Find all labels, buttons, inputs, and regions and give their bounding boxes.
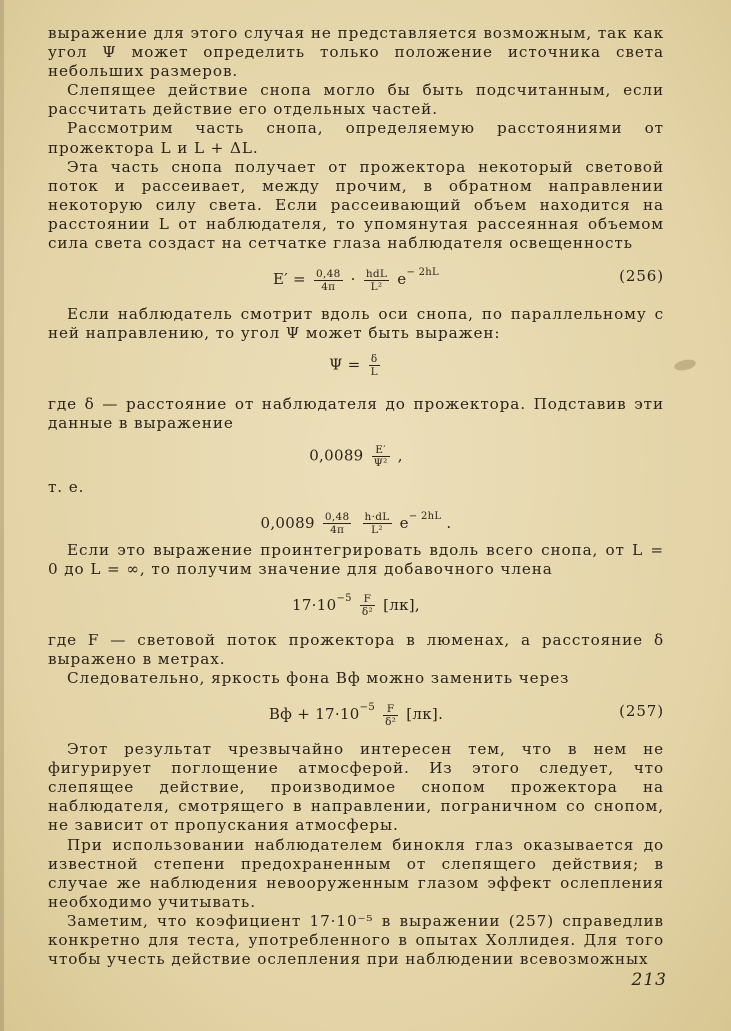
expr2-coef: 0,0089 [260,513,315,532]
term-frac-den: δ² [361,606,374,619]
eq257-frac-num: F [383,703,398,716]
eq256-lhs: E′ = [273,270,306,289]
equation-256 [48,257,664,301]
eq257-frac [383,703,398,728]
paragraph-3: Рассмотрим часть снопа, определяемую расстояниями от прожектора L и L + ΔL. [48,119,664,157]
eq257-pre: Bф + 17·10 [268,705,360,724]
paragraph-8: Если это выражение проинтегрировать вдоль всего снопа, от L = 0 до L = ∞, то получим значение для добавочного члена [48,540,664,578]
additional-term [48,583,664,627]
eq256-frac1-den: 4π [321,280,336,293]
expr1-coef: 0,0089 [309,446,364,464]
expr1-frac-num: E′ [372,444,390,457]
psi-frac-den: L [370,366,378,379]
expr1-tail: , [397,446,403,464]
equation-psi-body [48,353,664,378]
term-frac [360,593,375,618]
paragraph-13: Заметим, что коэфициент 17·10⁻⁵ в выражении (257) справедлив конкретно для теста, употребленного в опытах Холлидея. Для того чтобы учесть действие ослепления при наблюдении всевозможных [48,911,664,969]
expr2-exponent: − 2hL [408,510,442,522]
psi-lhs: Ψ = [329,355,361,374]
expr2-exp-base: e [399,513,409,532]
page-text [48,24,664,969]
equation-257 [48,692,664,736]
paragraph-7: т. е. [48,477,85,496]
eq256-dot: · [350,270,356,289]
expression-2 [48,501,664,537]
paragraph-11: Этот результат чрезвычайно интересен тем, что в нем не фигурирует поглощение атмосферой. Из этого следует, что слепящее действие, производимое снопом прожектора на наблюдателя, смотрящего в направлении, пограничном со снопом, не зависит от пропускания атмосферы. [48,740,664,835]
expr2-frac1-den: 4π [330,524,345,537]
eq256-frac2-num: hdL [365,267,388,280]
expr2-frac2-den: L² [371,524,383,537]
additional-term-body [48,589,664,619]
paragraph-9: где F — световой поток прожектора в люменах, а расстояние δ выражено в метрах. [48,630,664,668]
eq256-frac-1 [314,268,343,293]
paragraph-4: Эта часть снопа получает от прожектора некоторый световой поток и рассеивает, между прочим, в обратном направлении некоторую силу света. Если рассеивающий объем находится на расстоянии L от наблюдателя, то упомянутая рассеянная объемом сила света создаст на сетчатке глаза наблюдателя освещенность [48,157,664,253]
term-tail: [лк], [383,595,420,614]
psi-frac-num: δ [369,353,380,366]
equation-257-body [48,698,664,728]
expr1-frac [372,444,390,469]
eq256-exponent: − 2hL [406,267,439,279]
equation-number-256: (256) [619,267,664,286]
paragraph-6: где δ — расстояние от наблюдателя до прожектора. Подставив эти данные в выражение [48,395,664,433]
eq257-tail: [лк]. [406,705,444,724]
paragraph-12: При использовании наблюдателем бинокля глаз оказывается до известной степени предохраненным от слепящего действия; в случае же наблюдения невооруженным глазом эффект ослепления необходимо учитывать. [48,835,664,911]
eq256-frac2-den: L² [370,280,383,293]
expression-1 [48,438,664,474]
expr2-frac2-num: h·dL [364,511,390,524]
term-exponent: −5 [336,592,352,604]
page-number: 213 [631,970,667,990]
expr2-frac1-num: 0,48 [324,511,350,524]
expr2-tail: . [446,513,452,532]
paragraph-5: Если наблюдатель смотрит вдоль оси снопа, по параллельному с ней направлению, то угол Ψ может быть выражен: [48,305,664,343]
equation-256-body [48,263,664,293]
paper-stain [673,358,697,372]
expr2-frac-1 [323,511,352,536]
paragraph-1: выражение для этого случая не представляется возможным, так как угол Ψ может определить только положение источника света небольших размеров. [48,24,664,81]
eq257-exponent: −5 [359,702,375,714]
eq256-frac1-num: 0,48 [316,267,341,280]
paragraph-2: Слепящее действие снопа могло бы быть подсчитанным, если рассчитать действие его отдельных частей. [48,81,664,119]
equation-number-257: (257) [619,702,664,721]
equation-psi [48,347,664,391]
psi-frac [369,353,380,378]
expr1-frac-den: Ψ² [373,456,388,469]
expression-1-body [48,444,664,469]
expression-2-body [48,507,664,537]
eq257-frac-den: δ² [385,715,397,728]
expr2-frac-2 [363,511,392,536]
term-pre: 17·10 [292,595,337,614]
eq256-exp-base: e [397,270,407,289]
term-frac-num: F [360,593,375,606]
page-edge-shadow [0,0,4,1031]
eq256-frac-2 [364,268,389,293]
paragraph-10: Следовательно, яркость фона Bф можно заменить через [67,668,570,687]
